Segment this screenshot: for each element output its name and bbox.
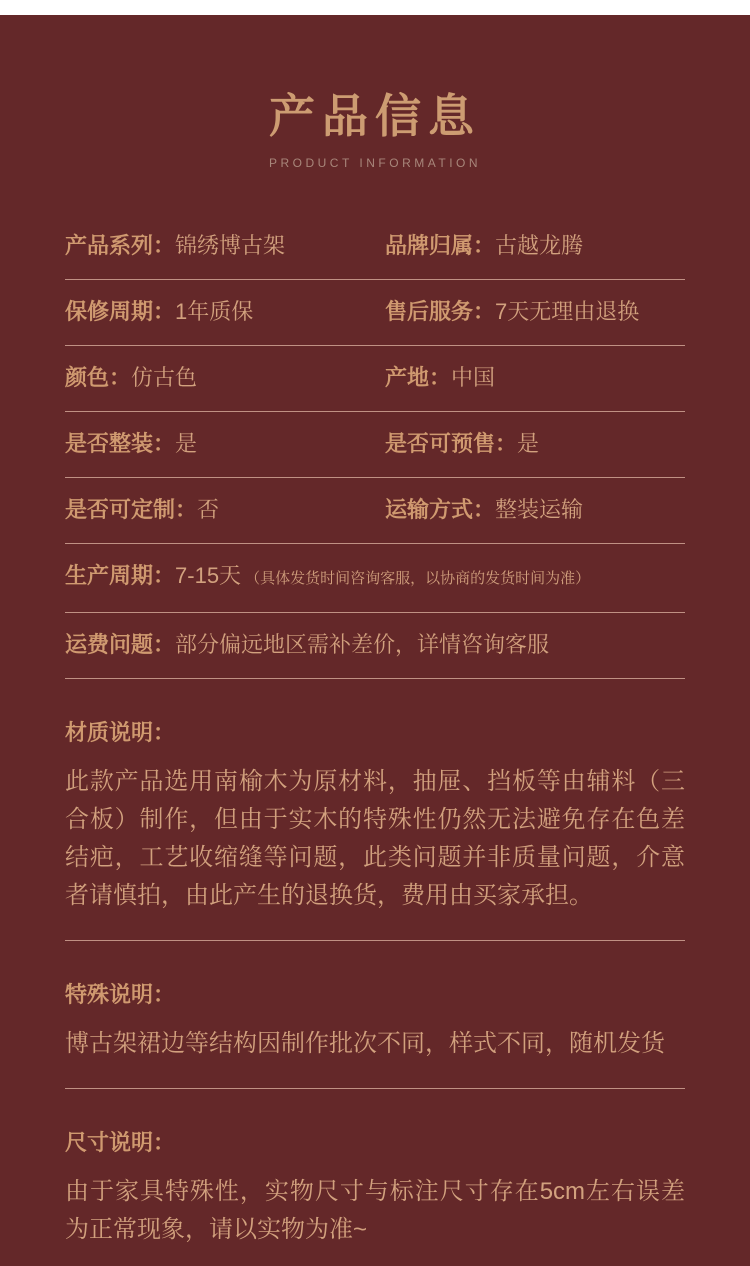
- top-strip: [0, 0, 750, 15]
- section-body: 由于家具特殊性，实物尺寸与标注尺寸存在5cm左右误差为正常现象，请以实物为准~: [65, 1178, 685, 1244]
- section-heading: 材质说明：: [65, 720, 176, 746]
- spec-cell-series: [65, 231, 385, 261]
- spec-value: 1年质保: [175, 299, 254, 325]
- page-title: 产品信息: [269, 90, 481, 142]
- spec-value: 古越龙腾: [495, 233, 584, 259]
- spec-row-assembled-presale: [65, 412, 685, 478]
- spec-cell-service: [385, 297, 685, 327]
- spec-row-custom-shipping: [65, 478, 685, 544]
- spec-row-color-origin: [65, 346, 685, 412]
- section-material-notes: [65, 679, 685, 941]
- section-body: 博古架裙边等结构因制作批次不同，样式不同，随机发货: [65, 1030, 665, 1058]
- spec-row-production-cycle: [65, 544, 685, 613]
- spec-cell-color: [65, 363, 385, 393]
- spec-row-warranty-service: [65, 280, 685, 346]
- spec-label: 生产周期：: [65, 563, 176, 589]
- spec-label: 产地：: [385, 365, 452, 391]
- spec-value: 7-15天: [175, 563, 242, 589]
- content-area: [0, 214, 750, 1266]
- section-body: 此款产品选用南榆木为原材料，抽屉、挡板等由辅料（三合板）制作，但由于实木的特殊性仍然无法避免存在色差结疤，工艺收缩缝等问题，此类问题并非质量问题，介意者请慎拍，由此产生的退换货，费用由买家承担。: [65, 768, 685, 910]
- spec-label: 运输方式：: [385, 497, 496, 523]
- section-heading: 尺寸说明：: [65, 1130, 176, 1156]
- spec-value: 否: [197, 497, 220, 523]
- spec-label: 颜色：: [65, 365, 132, 391]
- page-header: [0, 15, 750, 170]
- spec-cell-freight: [65, 630, 685, 660]
- page-subtitle: PRODUCT INFORMATION: [268, 156, 482, 171]
- spec-label: 运费问题：: [65, 632, 176, 658]
- spec-row-series-brand: [65, 214, 685, 280]
- spec-cell-assembled: [65, 429, 385, 459]
- spec-value: 部分偏远地区需补差价，详情咨询客服: [175, 632, 550, 658]
- spec-value: 中国: [451, 365, 496, 391]
- spec-label: 是否可定制：: [65, 497, 198, 523]
- spec-value: 是: [517, 431, 540, 457]
- spec-table: [65, 214, 685, 679]
- spec-label: 品牌归属：: [385, 233, 496, 259]
- spec-label: 是否整装：: [65, 431, 176, 457]
- spec-cell-origin: [385, 363, 685, 393]
- spec-value: 锦绣博古架: [175, 233, 286, 259]
- spec-cell-shipping-method: [385, 495, 685, 525]
- spec-label: 是否可预售：: [385, 431, 518, 457]
- spec-row-freight: [65, 613, 685, 679]
- spec-cell-warranty: [65, 297, 385, 327]
- spec-value: 是: [175, 431, 198, 457]
- spec-cell-custom: [65, 495, 385, 525]
- spec-value: 整装运输: [495, 497, 584, 523]
- spec-label: 产品系列：: [65, 233, 176, 259]
- section-special-notes: [65, 941, 685, 1089]
- spec-label: 保修周期：: [65, 299, 176, 325]
- spec-label: 售后服务：: [385, 299, 496, 325]
- spec-cell-production-cycle: [65, 561, 685, 594]
- spec-cell-brand: [385, 231, 685, 261]
- spec-value: 仿古色: [131, 365, 198, 391]
- section-heading: 特殊说明：: [65, 982, 176, 1008]
- spec-value: 7天无理由退换: [495, 299, 640, 325]
- spec-cell-presale: [385, 429, 685, 459]
- section-size-notes: [65, 1089, 685, 1266]
- production-cycle-note: （具体发货时间咨询客服，以协商的发货时间为准）: [245, 570, 591, 588]
